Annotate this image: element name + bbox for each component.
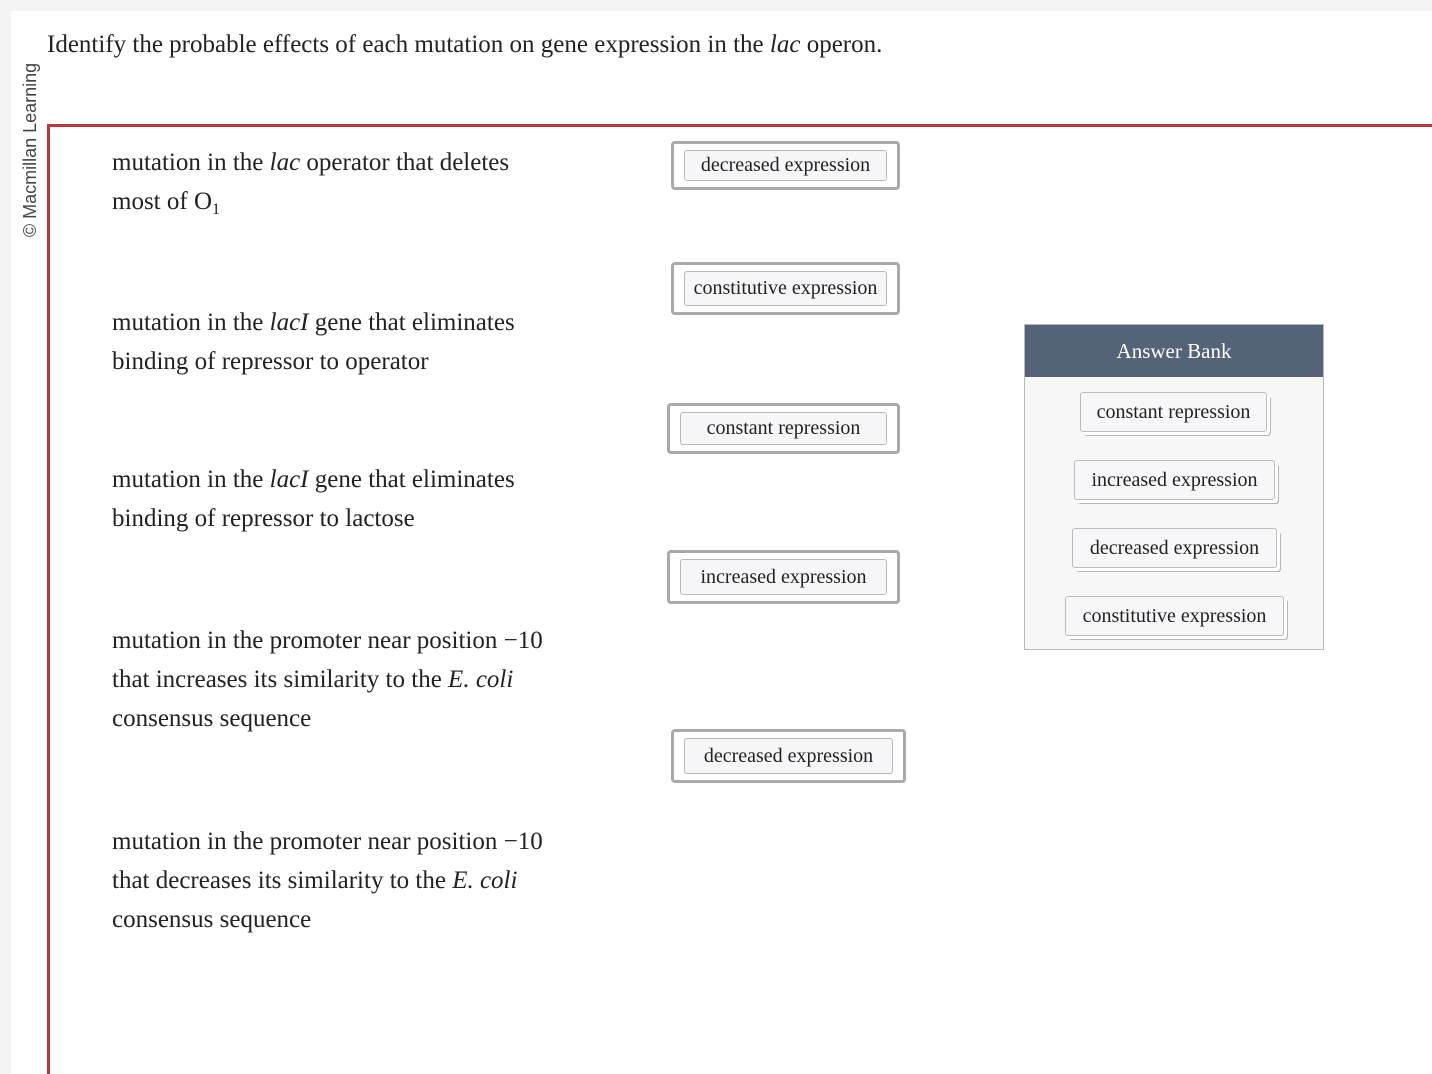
statement-line: binding of repressor to operator <box>112 348 429 375</box>
bank-item-constant-repression[interactable]: constant repression <box>1080 392 1267 432</box>
statement-line: mutation in the lacI gene that eliminates <box>112 466 515 493</box>
question-prompt: Identify the probable effects of each mutation on gene expression in the lac operon. <box>47 31 883 58</box>
mutation-statement-4 <box>112 621 543 738</box>
bank-item-constitutive-expression[interactable]: constitutive expression <box>1065 596 1284 636</box>
statement-line: consensus sequence <box>112 906 312 933</box>
mutation-statement-5 <box>112 822 543 939</box>
bank-item-increased-expression[interactable]: increased expression <box>1074 460 1275 500</box>
placed-answer-chip[interactable]: decreased expression <box>684 738 893 774</box>
placed-answer-chip[interactable]: decreased expression <box>684 150 887 181</box>
statement-line: mutation in the lacI gene that eliminates <box>112 309 515 336</box>
mutation-statement-1 <box>112 143 509 229</box>
copyright-watermark: © Macmillan Learning <box>20 62 40 238</box>
answer-slot-5[interactable] <box>671 729 906 783</box>
answer-slot-1[interactable] <box>671 141 900 190</box>
left-strip <box>0 0 11 1074</box>
answer-slot-4[interactable] <box>667 550 900 604</box>
statement-line: mutation in the lac operator that deletes <box>112 149 510 176</box>
statement-line: mutation in the promoter near position −10 <box>112 828 543 855</box>
statement-line: binding of repressor to lactose <box>112 505 415 532</box>
placed-answer-chip[interactable]: constant repression <box>680 412 887 445</box>
statement-line: that decreases its similarity to the E. coli <box>112 867 518 894</box>
placed-answer-chip[interactable]: increased expression <box>680 559 887 595</box>
bank-item-decreased-expression[interactable]: decreased expression <box>1072 528 1277 568</box>
answer-slot-3[interactable] <box>667 403 900 454</box>
mutation-statement-3 <box>112 460 515 538</box>
placed-answer-chip[interactable]: constitutive expression <box>684 271 887 306</box>
mutation-statement-2 <box>112 303 515 381</box>
answer-slot-2[interactable] <box>671 262 900 315</box>
answer-bank-title: Answer Bank <box>1025 325 1323 377</box>
answer-bank <box>1024 324 1324 650</box>
statement-line: mutation in the promoter near position −10 <box>112 627 543 654</box>
top-strip <box>0 0 1432 11</box>
statement-line: that increases its similarity to the E. coli <box>112 666 514 693</box>
statement-line: most of $O_1$ <box>112 188 220 218</box>
statement-line: consensus sequence <box>112 705 312 732</box>
